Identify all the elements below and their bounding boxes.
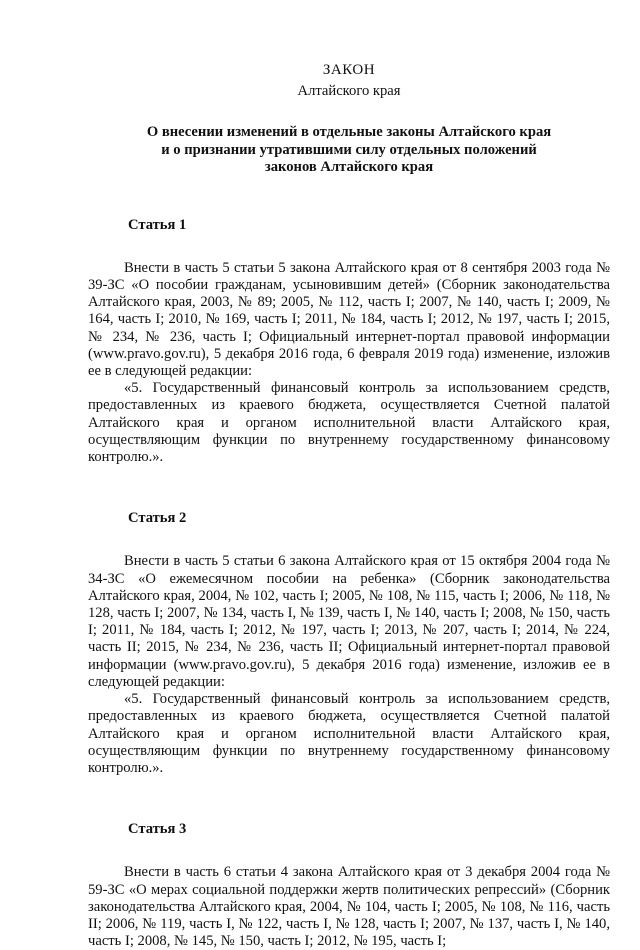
law-subject-line: и о признании утратившими силу отдельных положений	[161, 141, 537, 158]
article-3-body: Внести в часть 6 статьи 4 закона Алтайского края от 3 декабря 2004 года № 59-ЗС «О мерах социальной поддержки жертв политических репрессий» (Сборник законодательства Алтайского края, 2004, № 104, часть I; 2005, № 108, № 116, часть II; 2006, № 119, часть I, № 122, часть I, № 128, часть I; 2007, № 137, часть I, № 140, часть I; 2008, № 145, № 150, часть I; 2012, № 195, часть I;	[88, 864, 610, 950]
law-subject	[88, 124, 610, 176]
article-3-heading: Статья 3	[128, 821, 187, 838]
law-region: Алтайского края	[297, 83, 401, 100]
article-2-heading: Статья 2	[128, 510, 187, 527]
law-title: ЗАКОН	[322, 62, 376, 78]
article-2-quote: «5. Государственный финансовый контроль за использованием средств, предоставленных из краевого бюджета, осуществляется Счетной палатой Алтайского края и органом исполнительной власти Алтайского края, осуществляющим функции по внутреннему государственному финансовому контролю.».	[88, 691, 610, 776]
article-1-body: Внести в часть 5 статьи 5 закона Алтайского края от 8 сентября 2003 года № 39-ЗС «О пособии гражданам, усыновившим детей» (Сборник законодательства Алтайского края, 2003, № 89; 2005, № 112, часть I; 2007, № 140, часть I; 2009, № 164, часть I; 2010, № 169, часть I; 2011, № 184, часть I; 2012, № 197, часть I; 2015, № 234, № 236, часть I; Официальный интернет-портал правовой информации (www.pravo.gov.ru), 5 декабря 2016 года, 6 февраля 2019 года) изменение, изложив ее в следующей редакции:	[88, 259, 610, 380]
law-subject-line: законов Алтайского края	[264, 159, 434, 176]
law-document	[88, 62, 610, 950]
article-2-body: Внести в часть 5 статьи 6 закона Алтайского края от 15 октября 2004 года № 34-ЗС «О ежемесячном пособии на ребенка» (Сборник законодательства Алтайского края, 2004, № 102, часть I; 2005, № 108, № 115, часть I; 2006, № 118, № 128, часть I; 2007, № 134, часть I, № 139, часть I, № 140, часть I; 2008, № 150, часть I; 2011, № 184, часть I; 2012, № 197, часть I; 2013, № 207, часть I; 2014, № 224, часть II; 2015, № 234, № 236, часть II; Официальный интернет-портал правовой информации (www.pravo.gov.ru), 5 декабря 2016 года) изменение, изложив ее в следующей редакции:	[88, 553, 610, 690]
law-subject-line: О внесении изменений в отдельные законы Алтайского края	[146, 124, 552, 141]
article-1-quote: «5. Государственный финансовый контроль за использованием средств, предоставленных из краевого бюджета, осуществляется Счетной палатой Алтайского края и органом исполнительной власти Алтайского края, осуществляющим функции по внутреннему государственному финансовому контролю.».	[88, 380, 610, 466]
article-1-heading: Статья 1	[128, 216, 187, 233]
